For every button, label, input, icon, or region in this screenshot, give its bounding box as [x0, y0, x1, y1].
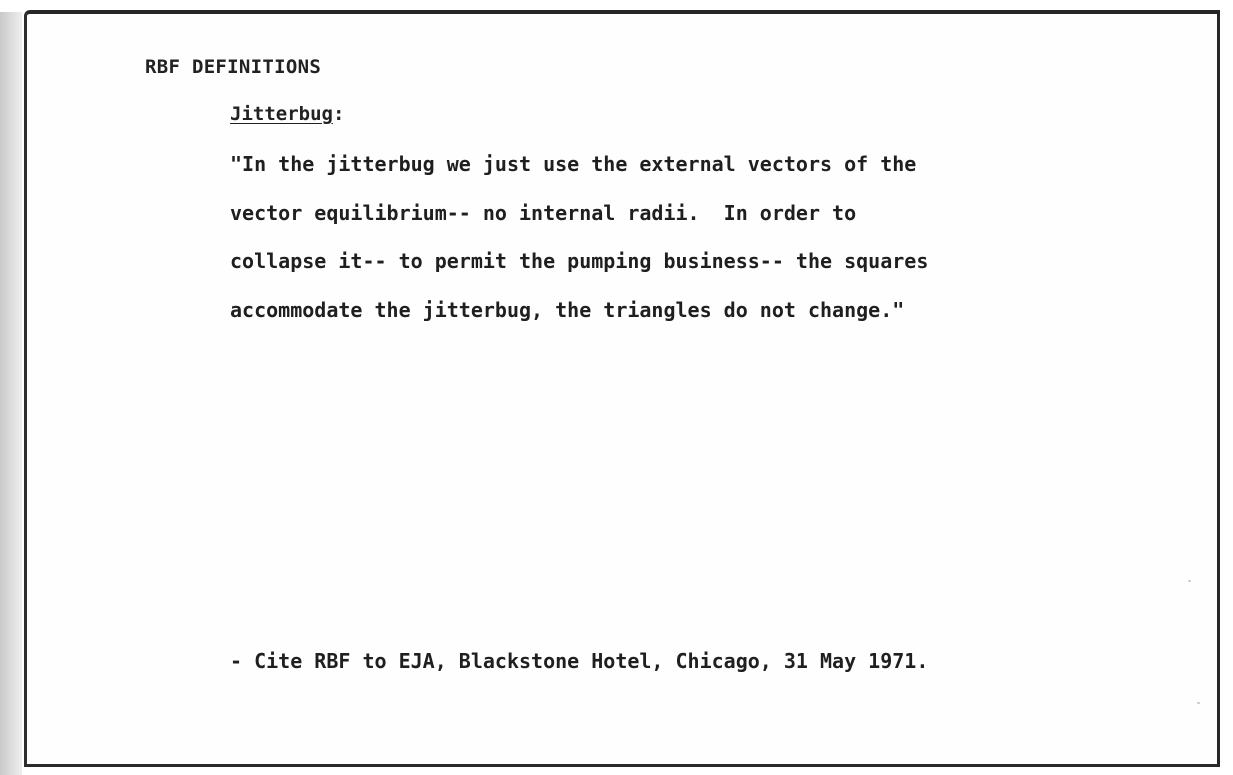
- definition-term: [230, 103, 344, 125]
- definition-quote: [230, 148, 1110, 342]
- quote-line: "In the jitterbug we just use the external vectors of the: [230, 152, 917, 176]
- term-word: Jitterbug: [230, 103, 333, 125]
- scan-speck: [1197, 702, 1200, 704]
- scan-speck: [1188, 580, 1191, 582]
- term-colon: :: [332, 103, 345, 125]
- quote-line: vector equilibrium-- no internal radii. In order to: [230, 200, 857, 225]
- quote-line: accommodate the jitterbug, the triangles do not change.": [230, 297, 905, 322]
- citation-line: - Cite RBF to EJA, Blackstone Hotel, Chicago, 31 May 1971.: [230, 649, 929, 673]
- quote-line: collapse it-- to permit the pumping business-- the squares: [230, 249, 929, 273]
- scan-shadow-edge: [0, 0, 22, 775]
- card-heading: RBF DEFINITIONS: [145, 56, 322, 78]
